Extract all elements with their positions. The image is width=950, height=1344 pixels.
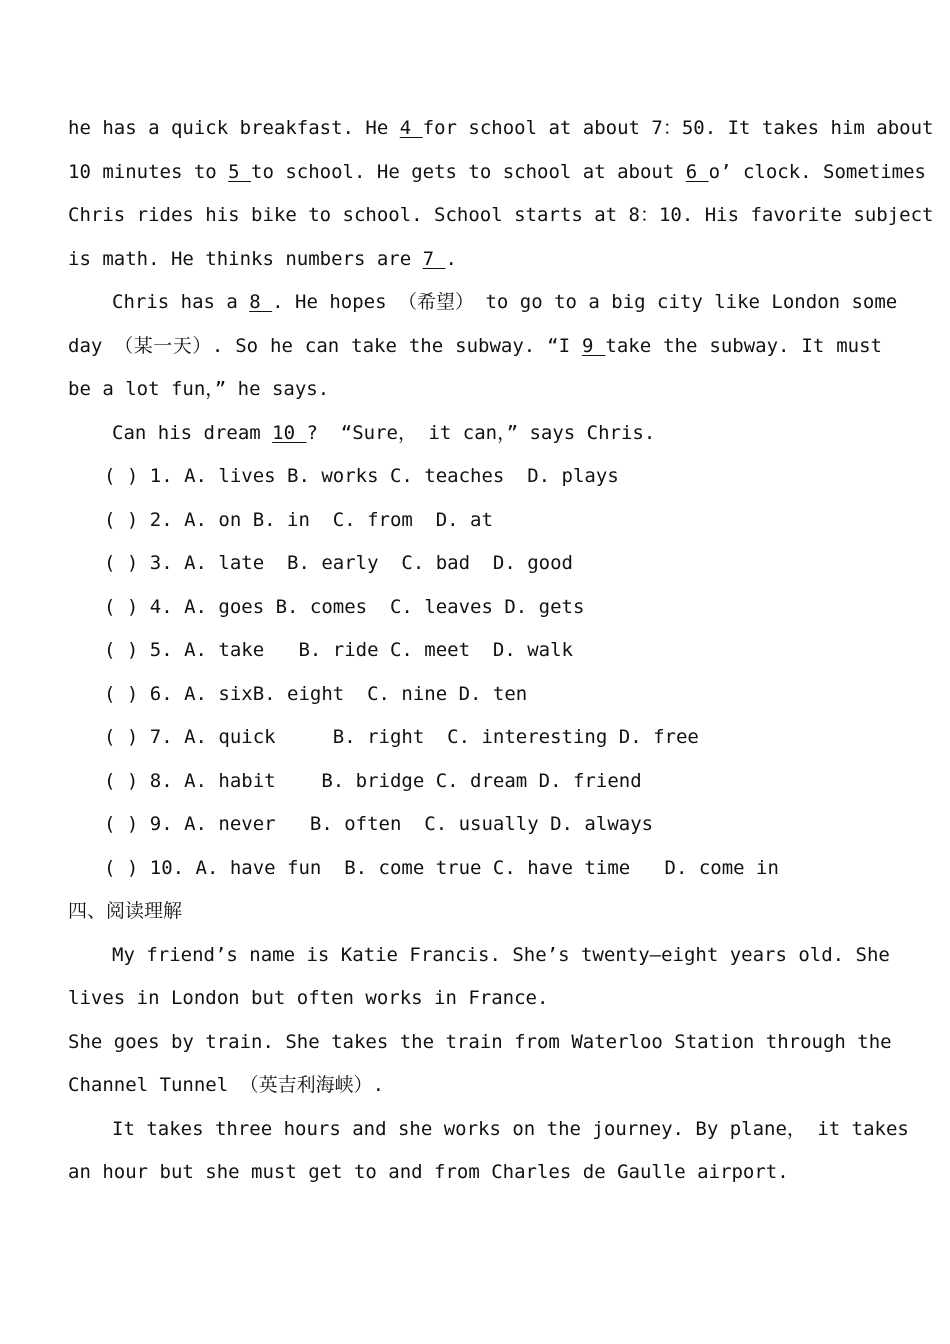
text-run: ? “Sure， it can，” says Chris. [306, 421, 656, 444]
passage-line [68, 151, 926, 195]
option-row-2: ( ) 2. A. on B. in C. from D. at [104, 508, 493, 531]
text-run: It takes three hours and she works on the journey. By plane， it takes [112, 1117, 909, 1140]
reading-line [68, 977, 882, 1021]
text-run: is math. He thinks numbers are [68, 247, 423, 270]
option-row-1: ( ) 1. A. lives B. works C. teaches D. plays [104, 465, 619, 487]
text-run: to school. He gets to school at about [251, 160, 686, 183]
text-run: Chris rides his bike to school. School starts at 8：10. His favorite subject [68, 204, 934, 226]
text-run: day （某一天）. So he can take the subway. “I [68, 334, 582, 357]
passage-line [68, 412, 882, 456]
text-run: . [445, 247, 457, 270]
option-row-9: ( ) 9. A. never B. often C. usually D. always [104, 813, 654, 835]
passage-line [68, 325, 882, 369]
blank-8: 8 [249, 291, 273, 313]
text-run: Can his dream [112, 421, 273, 444]
option-row-10: ( ) 10. A. have fun B. come true C. have time D. come in [104, 856, 779, 879]
blank-10: 10 [272, 421, 307, 444]
document-page [68, 107, 934, 1195]
section-title: 四、阅读理解 [68, 900, 183, 922]
blank-7: 7 [422, 247, 446, 270]
reading-line [68, 1021, 892, 1065]
text-run: 10 minutes to [68, 160, 229, 183]
reading-line [68, 934, 890, 978]
reading-line [68, 1108, 909, 1152]
text-run: o’ clock. Sometimes [708, 160, 926, 183]
reading-line [68, 1151, 882, 1195]
text-run: be a lot fun，” he says. [68, 378, 330, 400]
option-row-3: ( ) 3. A. late B. early C. bad D. good [104, 552, 573, 574]
passage-line [68, 194, 934, 238]
passage-line [68, 238, 882, 282]
option-row-5: ( ) 5. A. take B. ride C. meet D. walk [104, 639, 573, 661]
passage-line [68, 368, 882, 412]
option-row-6: ( ) 6. A. sixB. eight C. nine D. ten [104, 682, 528, 705]
text-run: Chris has a [112, 291, 250, 313]
blank-5: 5 [228, 160, 252, 183]
text-run: an hour but she must get to and from Charles de Gaulle airport. [68, 1161, 789, 1183]
reading-line [68, 1064, 882, 1108]
blank-6: 6 [685, 160, 709, 183]
text-run: for school at about 7：50. It takes him about [422, 117, 934, 139]
text-run: My friend’s name is Katie Francis. She’s twenty—eight years old. She [112, 943, 890, 966]
text-run: lives in London but often works in France. [68, 987, 549, 1009]
passage-line [68, 281, 898, 325]
option-row-8: ( ) 8. A. habit B. bridge C. dream D. friend [104, 769, 642, 792]
passage-line [68, 107, 934, 151]
blank-9: 9 [582, 334, 606, 357]
option-row-7: ( ) 7. A. quick B. right C. interesting D. free [104, 726, 699, 748]
option-row-4: ( ) 4. A. goes B. comes C. leaves D. gets [104, 595, 585, 618]
text-run: he has a quick breakfast. He [68, 117, 400, 139]
text-run: . He hopes （希望） to go to a big city like London some [272, 291, 898, 313]
text-run: take the subway. It must [605, 334, 882, 357]
blank-4: 4 [399, 117, 423, 139]
text-run: She goes by train. She takes the train from Waterloo Station through the [68, 1030, 892, 1053]
text-run: Channel Tunnel （英吉利海峡）. [68, 1074, 385, 1096]
